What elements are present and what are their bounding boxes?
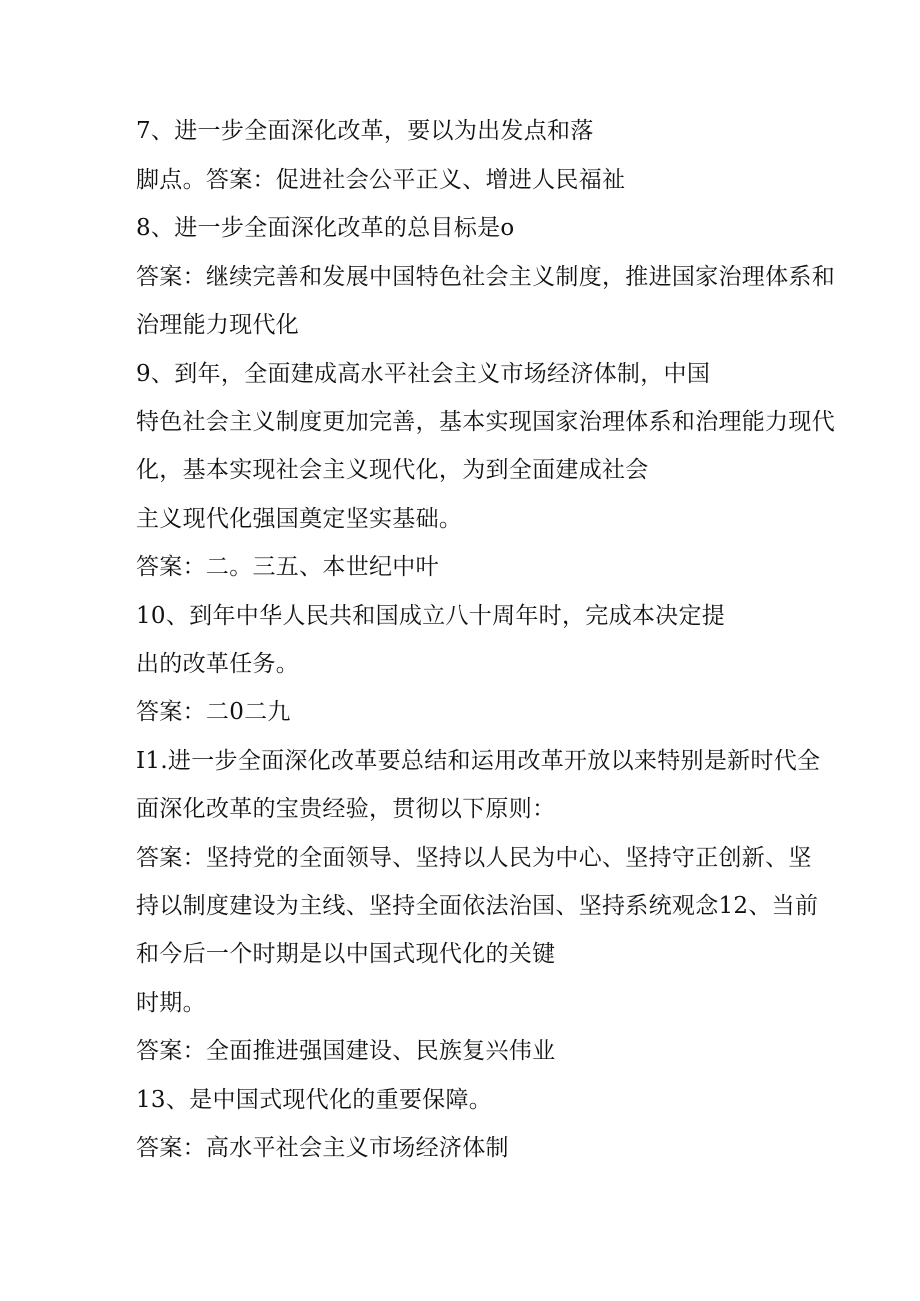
q10-answer: 答案：二0二九 [136,699,291,725]
q9-line-3: 化，基本实现社会主义现代化，为到全面建成社会 [136,457,649,483]
q8-answer-line-2: 治理能力现代化 [136,312,300,338]
q9-line-1: 9、到年，全面建成高水平社会主义市场经济体制，中国 [136,361,711,387]
q12-line-2: 时期。 [136,990,206,1016]
q8-answer-line-1: 答案：继续完善和发展中国特色社会主义制度，推进国家治理体系和 [136,264,835,290]
q11-line-1: I1.进一步全面深化改革要总结和运用改革开放以来特别是新时代全 [136,748,821,774]
q12-line-1: 和今后一个时期是以中国式现代化的关键 [136,941,556,967]
q9-line-2: 特色社会主义制度更加完善，基本实现国家治理体系和治理能力现代 [136,409,835,435]
q7-line-1: 7、进一步全面深化改革，要以为出发点和落 [136,118,594,144]
q8-line-1: 8、进一步全面深化改革的总目标是o [136,215,515,241]
q11-answer-line-2: 持以制度建设为主线、坚持全面依法治国、坚持系统观念12、当前 [136,893,819,919]
q7-line-2: 脚点。答案：促进社会公平正义、增进人民福祉 [136,167,626,193]
q9-answer: 答案：二。三五、本世纪中叶 [136,554,439,580]
q12-answer: 答案：全面推进强国建设、民族复兴伟业 [136,1038,556,1064]
q9-line-4: 主义现代化强国奠定坚实基础。 [136,506,463,532]
q11-answer-line-1: 答案：坚持党的全面领导、坚持以人民为中心、坚持守正创新、坚 [136,845,812,871]
q10-line-2: 出的改革任务。 [136,651,300,677]
q10-line-1: 10、到年中华人民共和国成立八十周年时，完成本决定提 [136,603,726,629]
q13-line-1: 13、是中国式现代化的重要保障。 [136,1087,493,1113]
q11-line-2: 面深化改革的宝贵经验，贯彻以下原则： [136,796,556,822]
q13-answer: 答案：高水平社会主义市场经济体制 [136,1135,509,1161]
